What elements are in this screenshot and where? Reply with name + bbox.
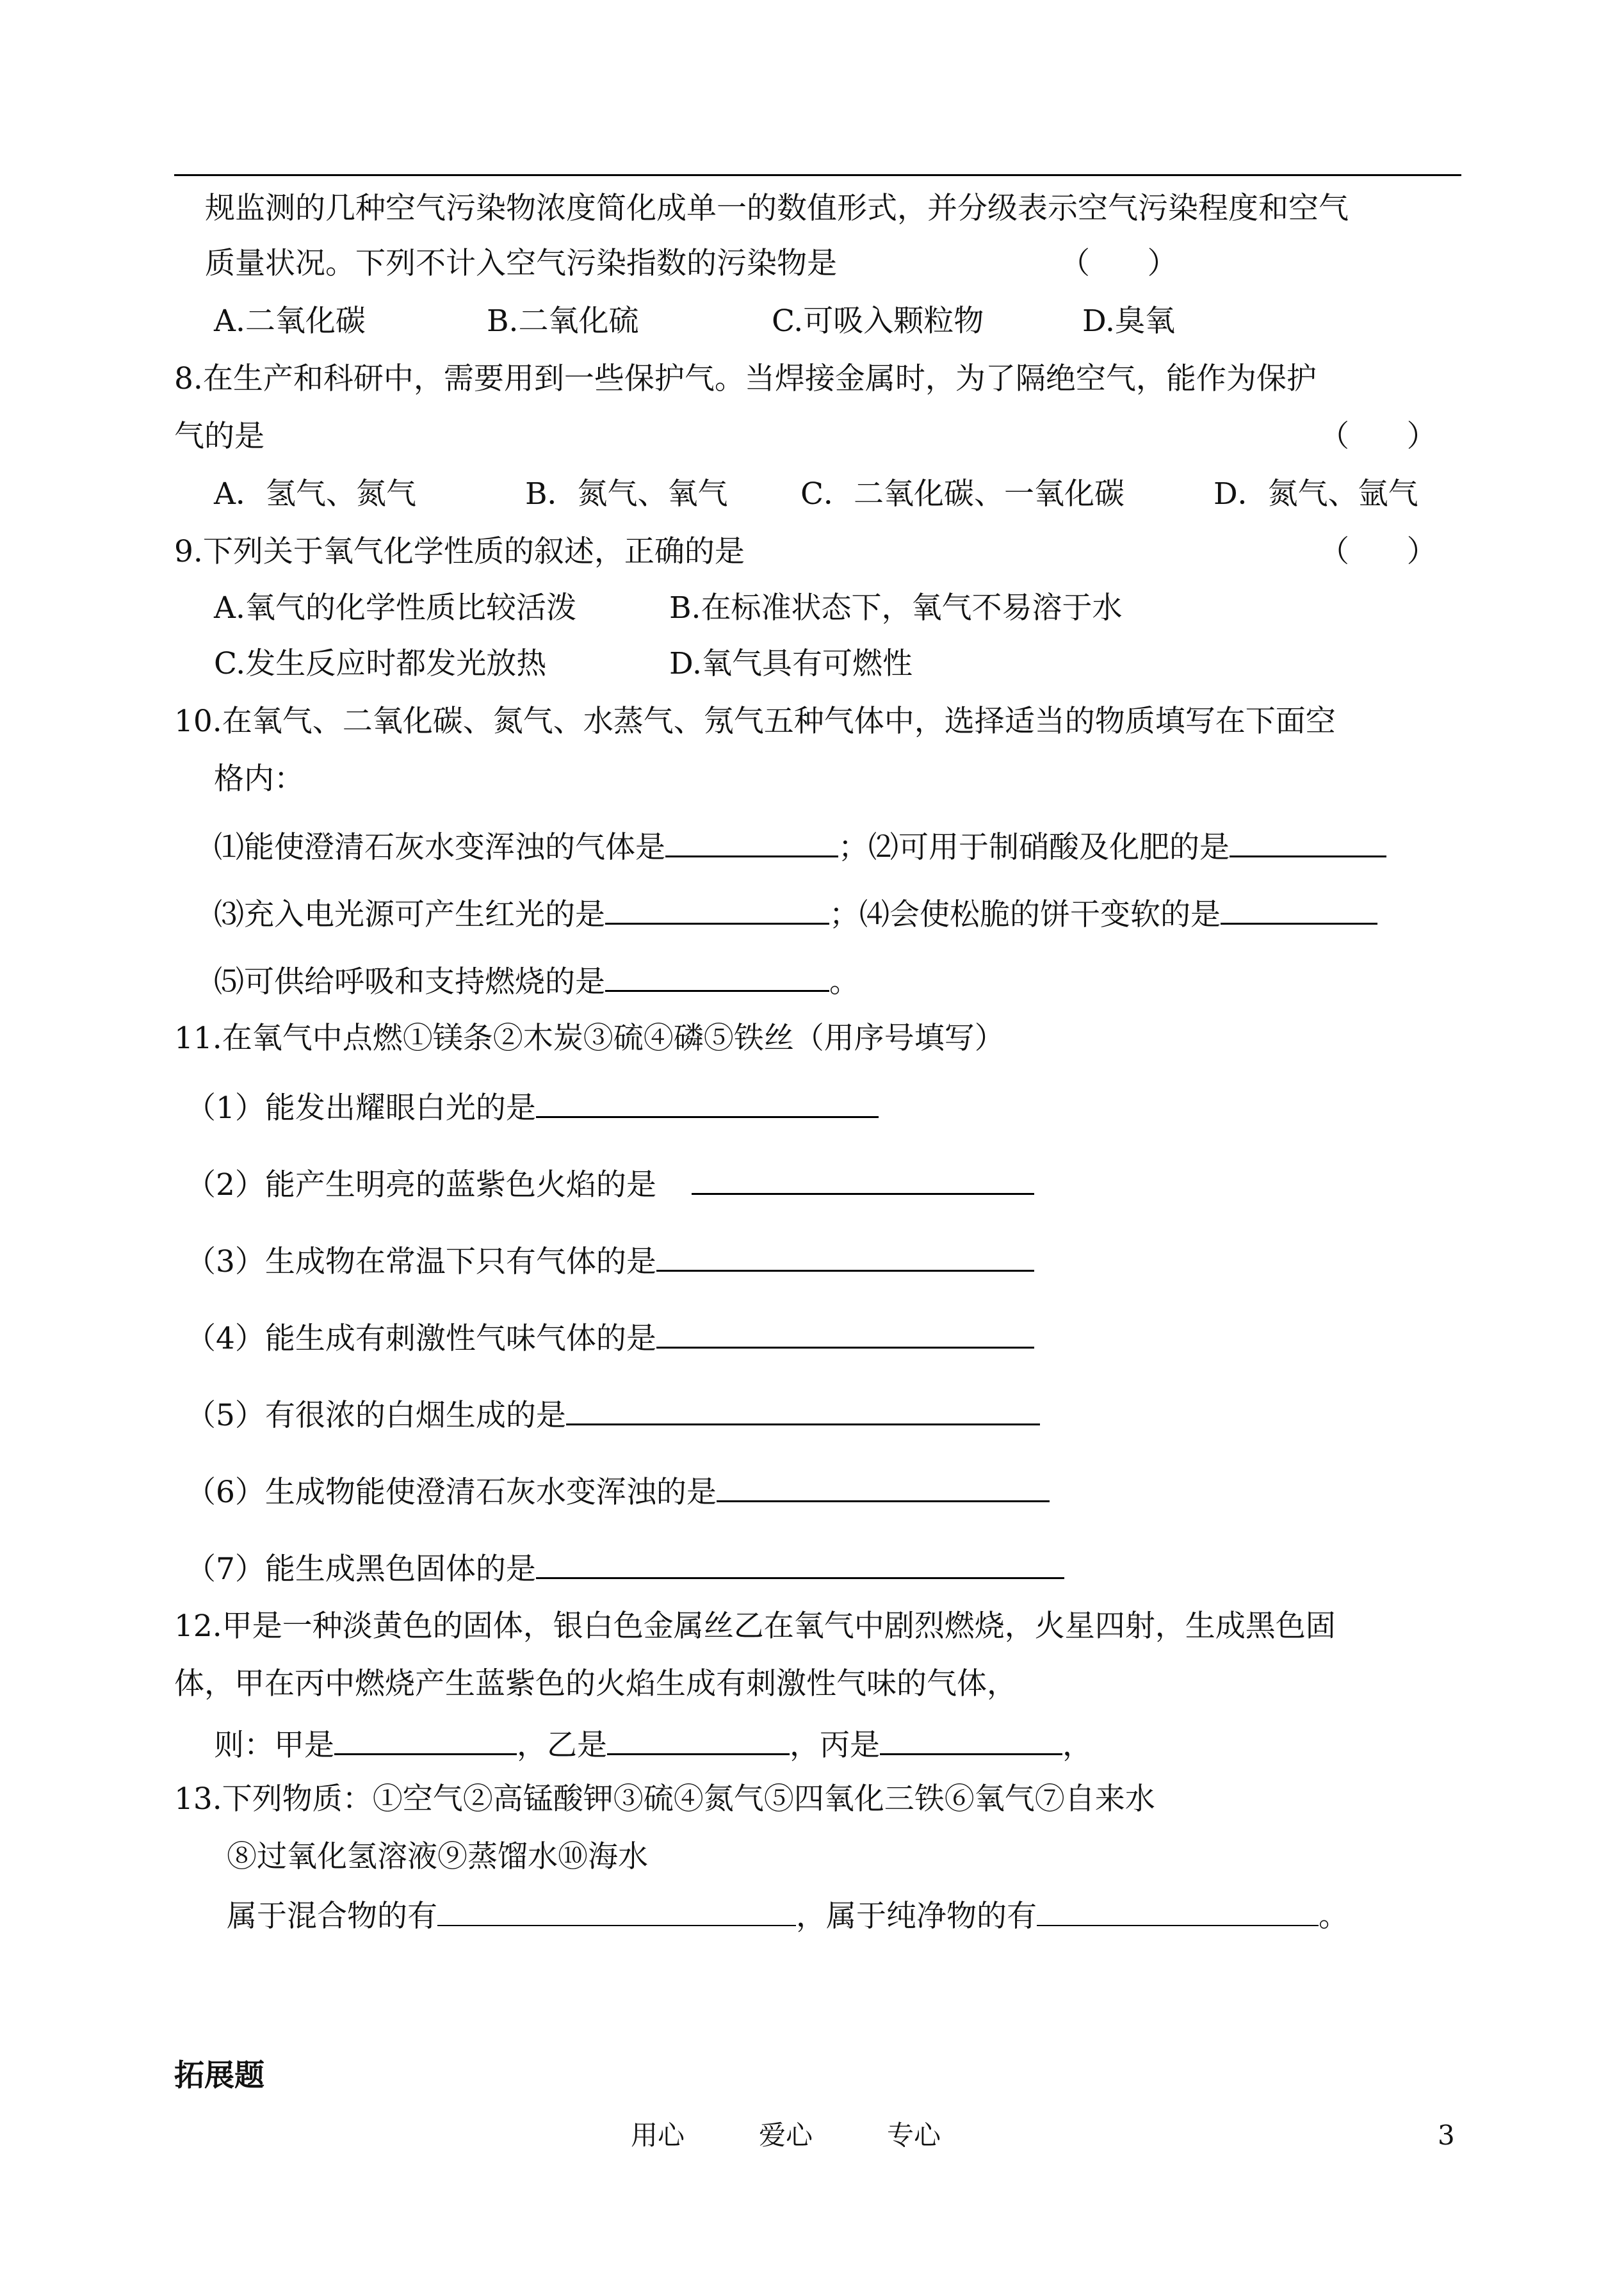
q10-line2: 格内： — [214, 761, 304, 797]
header-rule — [174, 174, 1461, 176]
q12-end: ， — [1062, 1728, 1092, 1763]
q11-blank-5[interactable] — [566, 1393, 1040, 1425]
q11-blank-6[interactable] — [717, 1470, 1050, 1502]
q10-item-5-label: ⑸可供给呼吸和支持燃烧的是 — [214, 964, 605, 1000]
q12-blank-bing[interactable] — [880, 1723, 1062, 1755]
q10-item-3-4 — [214, 892, 1377, 936]
q13-line1: 13.下列物质：①空气②高锰酸钾③硫④氮气⑤四氧化三铁⑥氧气⑦自来水 — [174, 1781, 1155, 1817]
q10-item-1: ⑴能使澄清石灰水变浑浊的气体是 — [214, 830, 665, 865]
q11-blank-2[interactable] — [692, 1162, 1034, 1195]
q9-option-d: D.氧气具有可燃性 — [669, 646, 913, 681]
q11-item-6 — [186, 1470, 1050, 1513]
q8-option-c: C．二氧化碳、一氧化碳 — [800, 476, 1125, 512]
q7-line1: 规监测的几种空气污染物浓度简化成单一的数值形式，并分级表示空气污染程度和空气 — [205, 191, 1349, 226]
q10-item-5 — [214, 959, 859, 1003]
q7-option-a: A.二氧化碳 — [214, 304, 366, 339]
q10-blank-2[interactable] — [1230, 825, 1386, 857]
q11-blank-1[interactable] — [536, 1085, 879, 1118]
q11-item-6-label: （6）生成物能使澄清石灰水变浑浊的是 — [186, 1475, 717, 1510]
q7-line2: 质量状况。下列不计入空气污染指数的污染物是 — [205, 246, 837, 281]
q11-item-7 — [186, 1546, 1064, 1590]
section-title: 拓展题 — [174, 2058, 264, 2093]
q10-item-4: ；⑷会使松脆的饼干变软的是 — [829, 897, 1221, 932]
q12-blank-jia[interactable] — [334, 1723, 517, 1755]
q10-blank-4[interactable] — [1221, 892, 1377, 925]
q12-line1: 12.甲是一种淡黄色的固体，银白色金属丝乙在氧气中剧烈燃烧，火星四射，生成黑色固 — [174, 1609, 1336, 1644]
q12-yi-label: ，乙是 — [517, 1728, 607, 1763]
q12-line3 — [214, 1723, 1092, 1766]
q11-item-5-label: （5）有很浓的白烟生成的是 — [186, 1398, 566, 1433]
q10-line1: 10.在氧气、二氧化碳、氮气、水蒸气、氖气五种气体中，选择适当的物质填写在下面空 — [174, 704, 1336, 739]
footer-left: 用心 — [631, 2120, 685, 2151]
q10-item-2: ；⑵可用于制硝酸及化肥的是 — [838, 830, 1230, 865]
q10-item-1-2 — [214, 825, 1386, 868]
q9-answer-paren: （ ） — [1319, 534, 1437, 569]
q10-blank-3[interactable] — [605, 892, 829, 925]
footer-right: 专心 — [887, 2120, 941, 2151]
q7-option-b: B.二氧化硫 — [487, 304, 639, 339]
q11-item-5 — [186, 1393, 1040, 1436]
q10-blank-5[interactable] — [605, 959, 829, 992]
q11-item-4 — [186, 1316, 1034, 1359]
page-number: 3 — [1438, 2120, 1455, 2151]
q13-pure-label: ，属于纯净物的有 — [796, 1899, 1037, 1934]
q12-bing-label: ，丙是 — [790, 1728, 880, 1763]
q13-line3 — [227, 1894, 1349, 1937]
q12-jia-label: 则：甲是 — [214, 1728, 334, 1763]
footer-mid: 爱心 — [759, 2120, 813, 2151]
q11-blank-7[interactable] — [536, 1546, 1064, 1579]
q11-blank-3[interactable] — [656, 1239, 1034, 1272]
q8-option-a: A．氢气、氮气 — [214, 476, 416, 512]
q11-blank-4[interactable] — [656, 1316, 1034, 1349]
q8-option-d: D．氮气、氩气 — [1214, 476, 1418, 512]
q9-option-b: B.在标准状态下，氧气不易溶于水 — [669, 590, 1123, 626]
q8-option-b: B．氮气、氧气 — [525, 476, 728, 512]
q7-option-d: D.臭氧 — [1082, 304, 1175, 339]
q11-item-3 — [186, 1239, 1034, 1283]
q11-line1: 11.在氧气中点燃①镁条②木炭③硫④磷⑤铁丝（用序号填写） — [174, 1021, 1005, 1056]
q9-option-a: A.氧气的化学性质比较活泼 — [214, 590, 576, 626]
q11-item-4-label: （4）能生成有刺激性气味气体的是 — [186, 1321, 656, 1356]
q13-mixture-label: 属于混合物的有 — [227, 1899, 437, 1934]
q13-blank-pure[interactable] — [1037, 1894, 1319, 1926]
q11-item-3-label: （3）生成物在常温下只有气体的是 — [186, 1244, 656, 1279]
q10-item-5-end: 。 — [829, 964, 859, 1000]
q11-item-2 — [186, 1162, 1034, 1206]
q9-option-c: C.发生反应时都发光放热 — [214, 646, 547, 681]
q11-item-2-label: （2）能产生明亮的蓝紫色火焰的是 — [186, 1167, 656, 1203]
q11-item-7-label: （7）能生成黑色固体的是 — [186, 1552, 536, 1587]
q13-blank-mixture[interactable] — [437, 1894, 796, 1926]
q10-item-3: ⑶充入电光源可产生红光的是 — [214, 897, 605, 932]
q7-option-c: C.可吸入颗粒物 — [772, 304, 984, 339]
q12-blank-yi[interactable] — [607, 1723, 790, 1755]
q9-line1: 9.下列关于氧气化学性质的叙述，正确的是 — [174, 534, 745, 569]
q10-blank-1[interactable] — [665, 825, 838, 857]
q8-line2: 气的是 — [174, 419, 264, 454]
q13-line2: ⑧过氧化氢溶液⑨蒸馏水⑩海水 — [227, 1839, 648, 1874]
q7-answer-paren: （ ） — [1060, 246, 1178, 281]
q8-line1: 8.在生产和科研中，需要用到一些保护气。当焊接金属时，为了隔绝空气，能作为保护 — [174, 361, 1317, 396]
q12-line2: 体，甲在丙中燃烧产生蓝紫色的火焰生成有刺激性气味的气体， — [174, 1666, 1017, 1701]
q13-end: 。 — [1319, 1899, 1349, 1934]
q11-item-1-label: （1）能发出耀眼白光的是 — [186, 1091, 536, 1126]
q11-item-1 — [186, 1085, 879, 1129]
q8-answer-paren: （ ） — [1319, 419, 1437, 454]
